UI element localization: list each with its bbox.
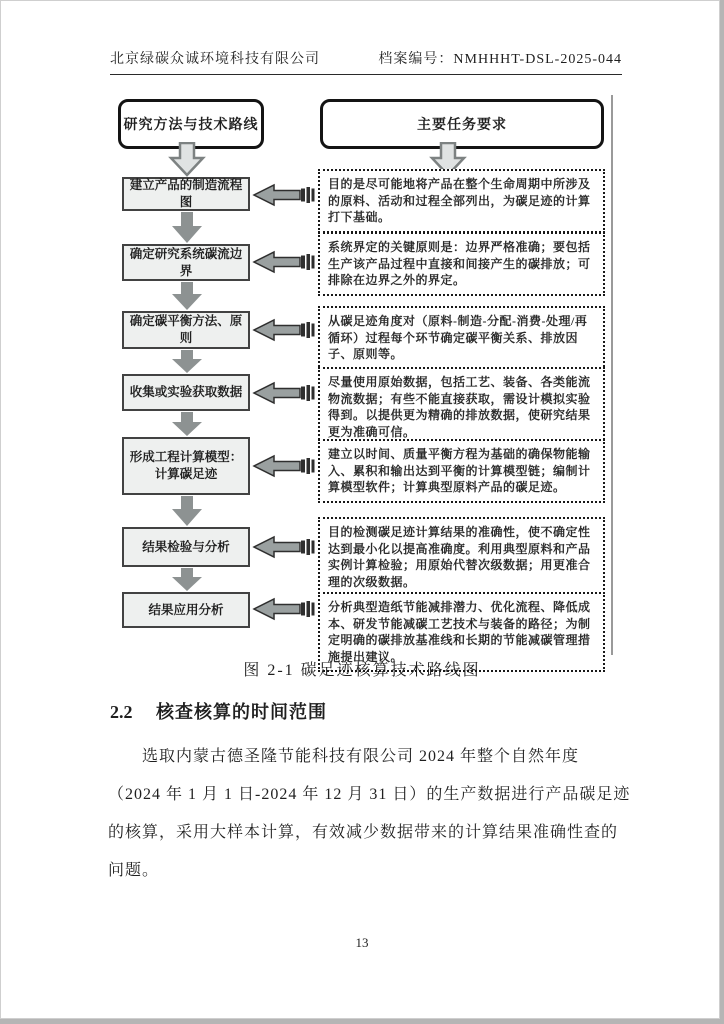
- company-name: 北京绿碳众诚环境科技有限公司: [110, 52, 320, 67]
- step-label: 结果应用分析: [148, 602, 224, 617]
- step-box: [122, 177, 250, 211]
- step-label: 结果检验与分析: [142, 539, 230, 554]
- body-paragraph: [108, 738, 631, 890]
- task-text: 分析典型造纸节能减排潜力、优化流程、降低成本、研发节能减碳工艺技术与装备的路径；为制定明确的碳排放基准线和长期的节能减碳管理措施提出建议。: [328, 600, 591, 664]
- step-label: 建立产品的制造流程图: [129, 178, 243, 209]
- task-text: 系统界定的关键原则是：边界严格准确；要包括生产该产品过程中直接和间接产生的碳排放；可排除在边界之外的界定。: [328, 240, 591, 287]
- section-heading: [110, 698, 327, 724]
- step-box: [122, 437, 250, 495]
- down-arrow-icon: [170, 496, 204, 526]
- task-text: 目的检测碳足迹计算结果的准确性，使不确定性达到最小化以提高准确度。利用典型原料和产品实例计算检验；用原始代替次级数据；用更准合理的次级数据。: [328, 525, 591, 589]
- right-header-label: 主要任务要求: [417, 118, 507, 133]
- paragraph-line: 选取内蒙古德圣隆节能科技有限公司 2024 年整个自然年度: [142, 748, 580, 765]
- down-arrow-icon: [170, 350, 204, 373]
- task-box: [318, 232, 605, 296]
- task-box: [318, 169, 605, 233]
- left-arrow-icon: [252, 378, 316, 408]
- section-title: 核查核算的时间范围: [156, 702, 327, 722]
- paragraph-line: 的核算，采用大样本计算，有效减少数据带来的计算结果准确性查的: [108, 824, 619, 841]
- task-text: 从碳足迹角度对（原料-制造-分配-消费-处理/再循环）过程每个环节确定碳平衡关系、排放因子、原则等。: [328, 314, 588, 361]
- step-box: [122, 592, 250, 628]
- figure-caption: 图 2-1 碳足迹核算技术路线图: [243, 662, 481, 679]
- step-label: 形成工程计算模型：计算碳足迹: [129, 450, 243, 481]
- step-label: 收集或实验获取数据: [129, 385, 243, 399]
- page-number: 13: [355, 935, 369, 950]
- paragraph-line: 问题。: [108, 862, 160, 879]
- left-arrow-icon: [252, 180, 316, 210]
- section-number: 2.2: [110, 702, 133, 722]
- step-box: [122, 311, 250, 349]
- left-header-label: 研究方法与技术路线: [123, 118, 259, 133]
- task-box: [318, 306, 605, 370]
- left-arrow-icon: [252, 315, 316, 345]
- file-number: 档案编号：NMHHHT-DSL-2025-044: [378, 52, 622, 67]
- left-arrow-icon: [252, 594, 316, 624]
- task-box: [318, 367, 605, 447]
- task-text: 目的是尽可能地将产品在整个生命周期中所涉及的原料、活动和过程全部列出，为碳足迹的计算打下基础。: [328, 177, 591, 224]
- task-text: 尽量使用原始数据，包括工艺、装备、各类能流物流数据；有些不能直接获取，需设计模拟实验得到。以提供更为精确的排放数据，使研究结果更为准确可信。: [328, 375, 591, 439]
- down-arrow-icon: [170, 282, 204, 310]
- step-box: [122, 374, 250, 411]
- step-box: [122, 244, 250, 281]
- task-box: [318, 517, 605, 597]
- left-arrow-icon: [252, 532, 316, 562]
- step-label: 确定碳平衡方法、原则: [129, 314, 243, 345]
- paragraph-line: （2024 年 1 月 1 日-2024 年 12 月 31 日）的生产数据进行产品碳足迹: [108, 786, 631, 803]
- down-arrow-icon: [170, 568, 204, 591]
- step-box: [122, 527, 250, 567]
- hollow-down-arrow-icon: [167, 142, 207, 178]
- left-arrow-icon: [252, 451, 316, 481]
- task-text: 建立以时间、质量平衡方程为基础的确保物能输入、累积和输出达到平衡的计算模型链；编制计算模型软件；计算典型原料产品的碳足迹。: [328, 447, 591, 494]
- figure-right-border: [611, 95, 613, 655]
- down-arrow-icon: [170, 212, 204, 243]
- down-arrow-icon: [170, 412, 204, 436]
- step-label: 确定研究系统碳流边界: [129, 246, 243, 278]
- task-box: [318, 439, 605, 503]
- left-arrow-icon: [252, 247, 316, 277]
